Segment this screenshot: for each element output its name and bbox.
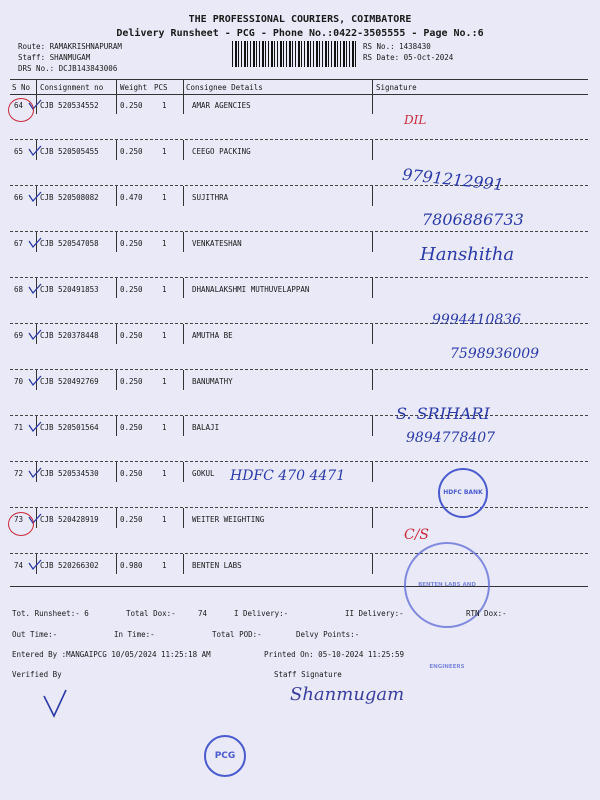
row-consignment-no: CJB 520492769: [40, 377, 99, 386]
row-consignee: BALAJI: [192, 423, 220, 432]
tick-icon: [28, 329, 42, 341]
row-consignee: DHANALAKSHMI MUTHUVELAPPAN: [192, 285, 310, 294]
row-weight: 0.250: [120, 469, 143, 478]
verified-by: Verified By: [12, 670, 62, 679]
drs-line: DRS No.: DCJB143843006: [18, 64, 118, 73]
col-divider: [116, 232, 117, 252]
col-divider: [372, 416, 373, 436]
row-weight: 0.980: [120, 561, 143, 570]
row-consignee: AMAR AGENCIES: [192, 101, 251, 110]
col-divider: [372, 79, 373, 94]
col-divider: [116, 278, 117, 298]
row-sno: 68: [14, 285, 24, 294]
row-separator: [10, 461, 588, 462]
row-pcs: 1: [162, 377, 167, 386]
row-separator: [10, 277, 588, 278]
row-consignment-no: CJB 520534530: [40, 469, 99, 478]
row-consignment-no: CJB 520547058: [40, 239, 99, 248]
row-consignment-no: CJB 520428919: [40, 515, 99, 524]
row-consignee: GOKUL: [192, 469, 215, 478]
rs-no-value: 1438430: [399, 42, 431, 51]
col-divider: [372, 232, 373, 252]
total-dox-label: Total Dox:-: [126, 609, 176, 618]
staff-line: Staff: SHANMUGAM: [18, 53, 91, 62]
col-divider: [116, 462, 117, 482]
col-divider: [183, 508, 184, 528]
row-pcs: 1: [162, 515, 167, 524]
row-pcs: 1: [162, 423, 167, 432]
col-divider: [372, 324, 373, 344]
total-dox-value: 74: [198, 609, 208, 618]
hdfc-stamp: HDFC BANK: [438, 468, 488, 518]
row-weight: 0.250: [120, 285, 143, 294]
ii-delivery: II Delivery:-: [345, 609, 404, 618]
col-divider: [183, 370, 184, 390]
row-weight: 0.250: [120, 239, 143, 248]
row-consignee: CEEGO PACKING: [192, 147, 251, 156]
row-consignment-no: CJB 520378448: [40, 331, 99, 340]
row-pcs: 1: [162, 147, 167, 156]
note-row-72: HDFC 470 4471: [230, 468, 346, 484]
row-pcs: 1: [162, 561, 167, 570]
company-name: THE PROFESSIONAL COURIERS, COIMBATORE: [188, 14, 412, 25]
row-consignee: AMUTHA BE: [192, 331, 233, 340]
row-separator: [10, 369, 588, 370]
row-weight: 0.250: [120, 515, 143, 524]
tot-runsheet: Tot. Runsheet:- 6: [12, 609, 89, 618]
row-consignment-no: CJB 520266302: [40, 561, 99, 570]
table-bottom-rule: [10, 586, 588, 587]
table-top-rule: [10, 79, 588, 80]
row-sno: 65: [14, 147, 24, 156]
col-divider: [372, 278, 373, 298]
col-divider: [372, 462, 373, 482]
row-pcs: 1: [162, 469, 167, 478]
note-row-66: 7806886733: [422, 210, 524, 229]
note-row-65: 9791212991: [401, 164, 505, 195]
tick-icon: [28, 559, 42, 571]
printed-on: Printed On: 05-10-2024 11:25:59: [264, 650, 404, 659]
row-consignment-no: CJB 520501564: [40, 423, 99, 432]
col-pcs: PCS: [154, 83, 168, 92]
drs-value: DCJB143843006: [58, 64, 118, 73]
rs-date-value: 05-Oct-2024: [403, 53, 454, 62]
row-pcs: 1: [162, 239, 167, 248]
row-consignee: BENTEN LABS: [192, 561, 242, 570]
row-consignee: BANUMATHY: [192, 377, 233, 386]
col-divider: [372, 94, 373, 114]
table-header-rule: [10, 94, 588, 95]
col-sno: S No: [12, 83, 31, 92]
tick-icon: [28, 283, 42, 295]
note-row-70: S. SRIHARI: [396, 404, 490, 423]
row-separator: [10, 553, 588, 554]
col-divider: [372, 508, 373, 528]
tick-icon: [28, 145, 42, 157]
entered-by: Entered By :MANGAIPCG 10/05/2024 11:25:18 AM: [12, 650, 211, 659]
col-consignment: Consignment no: [40, 83, 104, 92]
verified-tick-icon: [40, 688, 70, 720]
col-divider: [116, 370, 117, 390]
row-sno: 72: [14, 469, 24, 478]
row-separator: [10, 231, 588, 232]
row-sno: 67: [14, 239, 24, 248]
staff-signature: Shanmugam: [290, 684, 405, 705]
note-row-67: Hanshitha: [420, 244, 515, 265]
col-divider: [372, 186, 373, 206]
col-divider: [183, 79, 184, 94]
route-value: RAMAKRISHNAPURAM: [49, 42, 122, 51]
col-consignee: Consignee Details: [186, 83, 263, 92]
rs-date-line: RS Date: 05-Oct-2024: [363, 53, 454, 62]
circle-mark: [8, 512, 34, 536]
row-weight: 0.250: [120, 101, 143, 110]
rs-no-line: RS No.: 1438430: [363, 42, 431, 51]
col-divider: [116, 140, 117, 160]
row-weight: 0.470: [120, 193, 143, 202]
route-line: Route: RAMAKRISHNAPURAM: [18, 42, 122, 51]
col-divider: [183, 324, 184, 344]
row-sno: 69: [14, 331, 24, 340]
circle-mark: [8, 98, 34, 122]
row-consignee: WEITER WEIGHTING: [192, 515, 265, 524]
row-sno: 64: [14, 101, 24, 110]
note-row-64: DIL: [404, 113, 427, 127]
tick-icon: [28, 237, 42, 249]
pcg-stamp: PCG: [204, 735, 246, 777]
tick-icon: [28, 467, 42, 479]
row-sno: 70: [14, 377, 24, 386]
out-time: Out Time:-: [12, 630, 58, 639]
col-divider: [116, 554, 117, 574]
row-consignee: SUJITHRA: [192, 193, 229, 202]
row-pcs: 1: [162, 331, 167, 340]
col-divider: [372, 140, 373, 160]
col-divider: [372, 554, 373, 574]
col-divider: [36, 79, 37, 94]
note-row-71: 9894778407: [406, 430, 496, 446]
col-divider: [183, 140, 184, 160]
note-row-69: 7598936009: [450, 346, 540, 362]
barcode: [232, 41, 358, 67]
row-consignee: VENKATESHAN: [192, 239, 242, 248]
col-divider: [183, 416, 184, 436]
total-pod: Total POD:-: [212, 630, 262, 639]
tick-icon: [28, 191, 42, 203]
row-consignment-no: CJB 520491853: [40, 285, 99, 294]
note-row-68: 9994410836: [432, 312, 522, 328]
col-divider: [116, 94, 117, 114]
tick-icon: [28, 375, 42, 387]
row-separator: [10, 139, 588, 140]
col-divider: [116, 508, 117, 528]
row-weight: 0.250: [120, 377, 143, 386]
col-divider: [116, 416, 117, 436]
col-divider: [183, 232, 184, 252]
col-divider: [116, 186, 117, 206]
runsheet-subtitle: Delivery Runsheet - PCG - Phone No.:0422-3505555 - Page No.:6: [116, 28, 484, 39]
col-signature: Signature: [376, 83, 417, 92]
benten-stamp: BENTEN LABS AND ENGINEERS: [404, 542, 490, 628]
col-divider: [183, 278, 184, 298]
col-divider: [183, 554, 184, 574]
note-row-73: C/S: [404, 527, 430, 543]
row-pcs: 1: [162, 101, 167, 110]
row-separator: [10, 507, 588, 508]
row-consignment-no: CJB 520508082: [40, 193, 99, 202]
col-divider: [116, 324, 117, 344]
col-divider: [372, 370, 373, 390]
tick-icon: [28, 421, 42, 433]
col-divider: [183, 186, 184, 206]
in-time: In Time:-: [114, 630, 155, 639]
row-consignment-no: CJB 520534552: [40, 101, 99, 110]
staff-value: SHANMUGAM: [49, 53, 91, 62]
col-divider: [116, 79, 117, 94]
row-weight: 0.250: [120, 331, 143, 340]
rtn-dox: RTN Dox:-: [466, 609, 507, 618]
delivery-points: Delvy Points:-: [296, 630, 360, 639]
row-sno: 73: [14, 515, 24, 524]
row-consignment-no: CJB 520505455: [40, 147, 99, 156]
col-weight: Weight: [120, 83, 148, 92]
row-pcs: 1: [162, 193, 167, 202]
row-weight: 0.250: [120, 423, 143, 432]
row-pcs: 1: [162, 285, 167, 294]
row-sno: 74: [14, 561, 24, 570]
row-sno: 66: [14, 193, 24, 202]
col-divider: [183, 462, 184, 482]
staff-signature-label: Staff Signature: [274, 670, 342, 679]
i-delivery: I Delivery:-: [234, 609, 289, 618]
row-weight: 0.250: [120, 147, 143, 156]
row-sno: 71: [14, 423, 24, 432]
col-divider: [183, 94, 184, 114]
row-separator: [10, 415, 588, 416]
